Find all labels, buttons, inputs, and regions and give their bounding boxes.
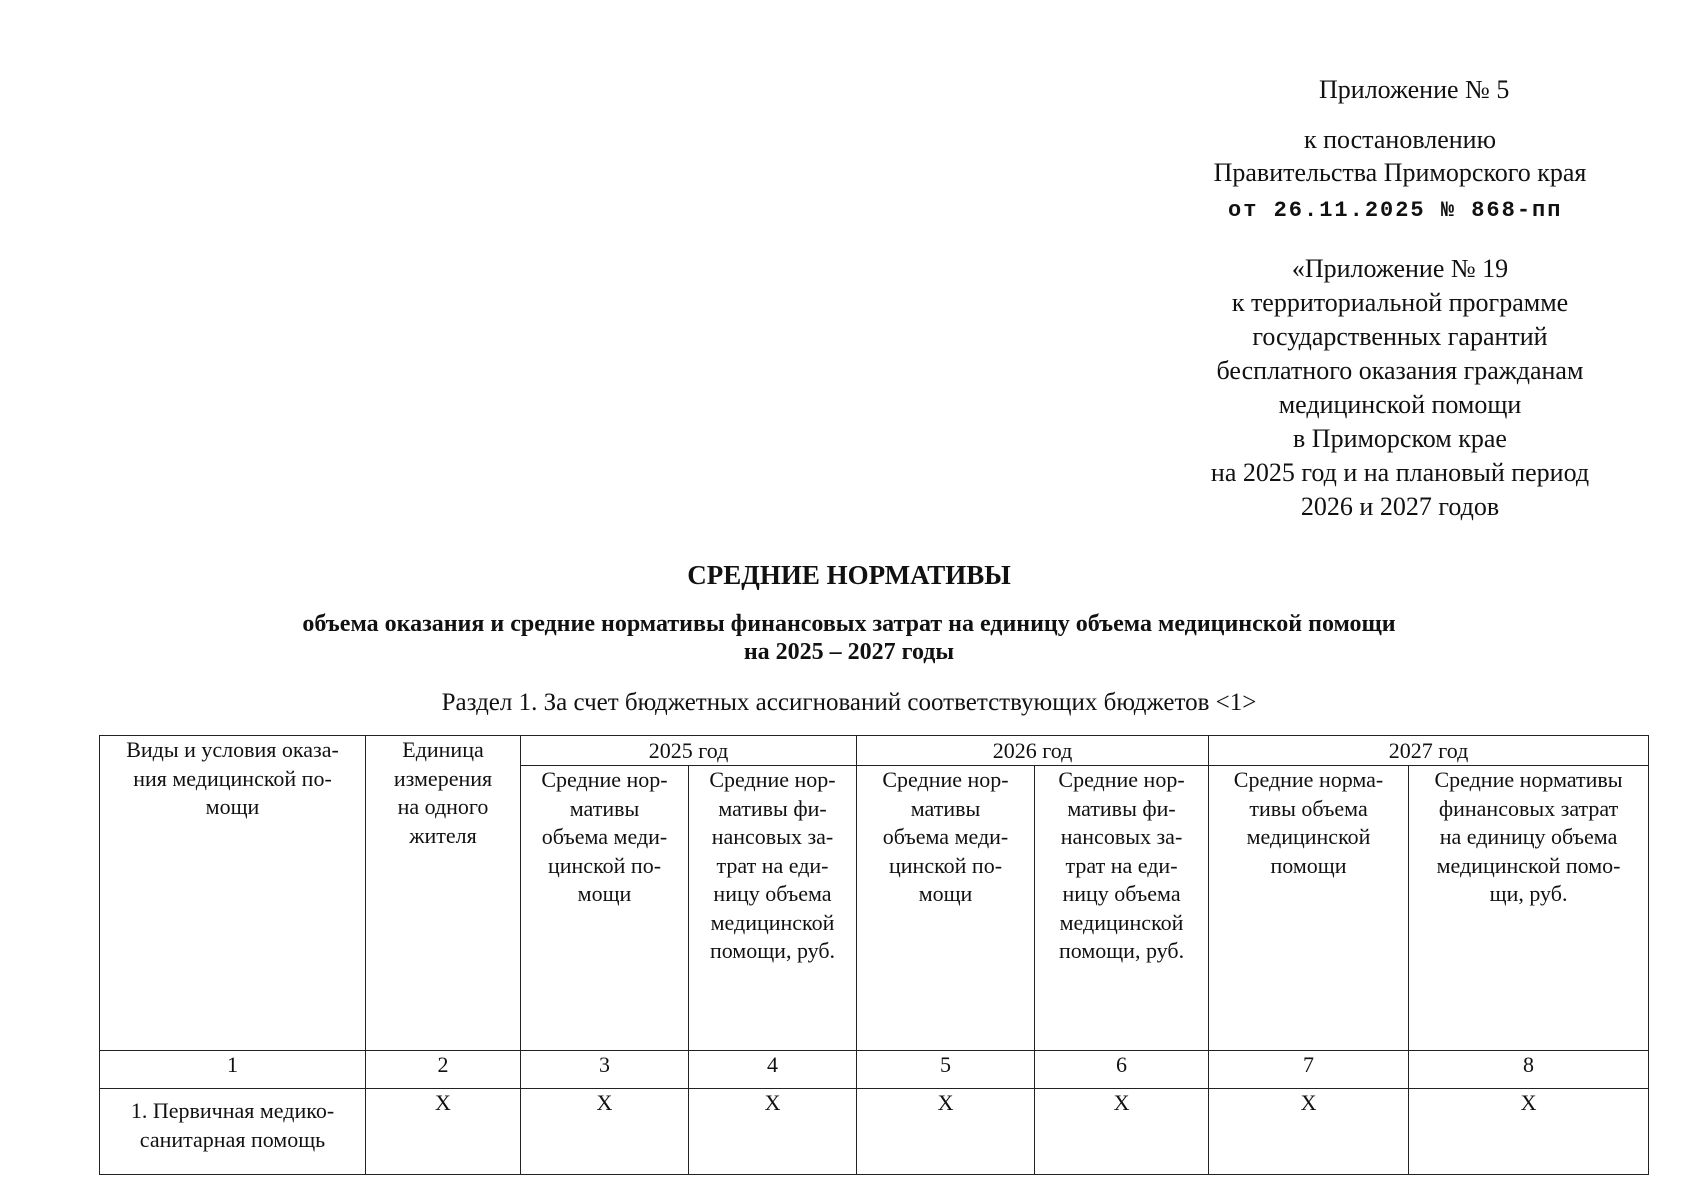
table-cell: Х	[857, 1089, 1035, 1175]
column-number: 8	[1409, 1051, 1649, 1089]
column-number-row	[100, 1051, 1649, 1089]
table-cell: Х	[1409, 1089, 1649, 1175]
header-year-2025: 2025 год	[521, 736, 857, 766]
column-number: 6	[1035, 1051, 1209, 1089]
section-heading: Раздел 1. За счет бюджетных ассигнований соответствующих бюджетов <1>	[441, 689, 1257, 716]
column-number: 2	[366, 1051, 521, 1089]
document-subtitle-line-2: на 2025 – 2027 годы	[743, 639, 955, 665]
header-row-years	[100, 736, 1649, 766]
appendix-19-line: к территориальной программе	[1231, 288, 1569, 317]
appendix-19-line: в Приморском крае	[1293, 424, 1507, 453]
header-unit: Единица измерения на одного жителя	[366, 736, 521, 1051]
table-cell: Х	[1035, 1089, 1209, 1175]
table-row	[100, 1089, 1649, 1175]
appendix-number: Приложение № 5	[1319, 75, 1510, 104]
column-number: 4	[689, 1051, 857, 1089]
column-number: 3	[521, 1051, 689, 1089]
header-2026-volume: Средние нор- мативы объема меди- цинской по- мощи	[857, 766, 1035, 1051]
table-cell: Х	[521, 1089, 689, 1175]
document-subtitle-line-1: объема оказания и средние нормативы финансовых затрат на единицу объема медицинской помощи	[302, 611, 1396, 637]
header-2027-volume: Средние норма- тивы объема медицинской помощи	[1209, 766, 1409, 1051]
header-2025-volume: Средние нор- мативы объема меди- цинской по- мощи	[521, 766, 689, 1051]
standards-table	[99, 735, 1649, 1175]
table-cell: Х	[1209, 1089, 1409, 1175]
header-2026-cost: Средние нор- мативы фи- нансовых за- трат на еди- ницу объема медицинской помощи, руб.	[1035, 766, 1209, 1051]
column-number: 7	[1209, 1051, 1409, 1089]
appendix-line-1: к постановлению	[1303, 125, 1497, 154]
header-2027-cost: Средние нормативы финансовых затрат на единицу объема медицинской помо- щи, руб.	[1409, 766, 1649, 1051]
appendix-19-line: 2026 и 2027 годов	[1300, 492, 1500, 521]
decree-stamp: от 26.11.2025 № 868-пп	[1228, 198, 1563, 223]
appendix-line-2: Правительства Приморского края	[1213, 158, 1587, 187]
appendix-19-line: «Приложение № 19	[1291, 254, 1509, 283]
header-year-2027: 2027 год	[1209, 736, 1649, 766]
table-cell: Х	[366, 1089, 521, 1175]
appendix-19-block	[1180, 252, 1620, 524]
appendix-19-line: государственных гарантий	[1252, 322, 1548, 351]
appendix-19-line: медицинской помощи	[1278, 390, 1522, 419]
header-care-types: Виды и условия оказа- ния медицинской по- мощи	[100, 736, 366, 1051]
row-label: 1. Первичная медико- санитарная помощь	[100, 1089, 366, 1175]
header-year-2026: 2026 год	[857, 736, 1209, 766]
column-number: 5	[857, 1051, 1035, 1089]
header-2025-cost: Средние нор- мативы фи- нансовых за- трат на еди- ницу объема медицинской помощи, руб.	[689, 766, 857, 1051]
appendix-19-line: бесплатного оказания гражданам	[1216, 356, 1584, 385]
column-number: 1	[100, 1051, 366, 1089]
appendix-19-line: на 2025 год и на плановый период	[1210, 458, 1590, 487]
document-title: СРЕДНИЕ НОРМАТИВЫ	[687, 560, 1011, 590]
table-cell: Х	[689, 1089, 857, 1175]
